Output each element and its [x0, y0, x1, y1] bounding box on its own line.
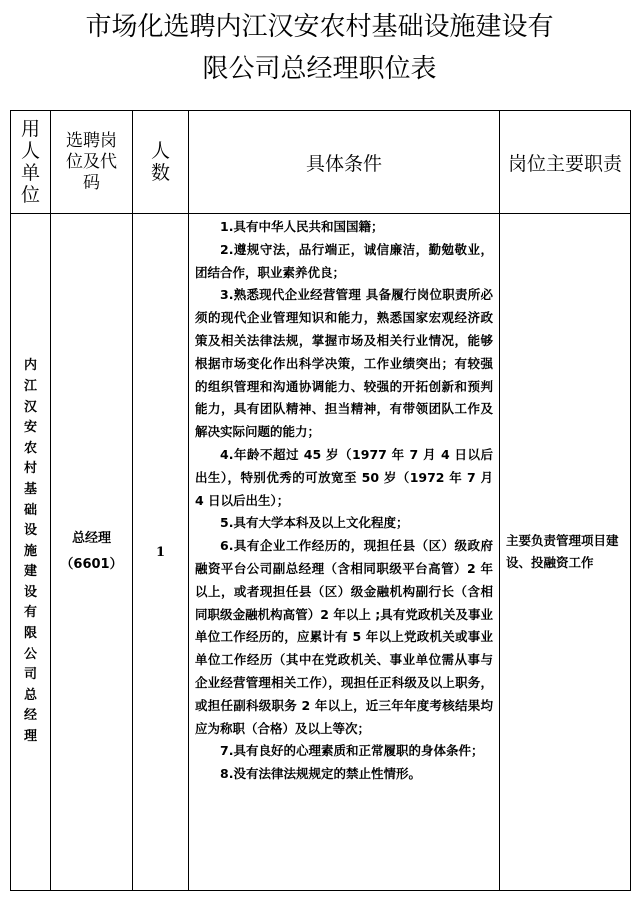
unit-char: 施 [23, 543, 37, 559]
header-duties: 岗位主要职责 [500, 111, 631, 214]
unit-char: 村 [23, 461, 37, 477]
position-cell [51, 214, 133, 891]
header-num-line: 人 [150, 140, 170, 162]
header-unit-line: 单 [20, 162, 40, 184]
header-conditions: 具体条件 [189, 111, 500, 214]
employer-unit-cell [11, 214, 51, 891]
title-line-1: 市场化选聘内江汉安农村基础设施建设有 [85, 12, 554, 42]
header-code-line: 码 [83, 172, 100, 193]
unit-char: 基 [23, 481, 37, 497]
condition-item: 8.没有法律法规规定的禁止性情形。 [220, 766, 421, 782]
unit-char: 安 [23, 420, 37, 436]
header-position-code [51, 111, 133, 214]
condition-item: 1.具有中华人民共和国国籍； [220, 219, 384, 234]
unit-char: 总 [23, 687, 37, 703]
unit-char: 内 [23, 358, 37, 374]
conditions-cell [189, 214, 500, 891]
unit-char: 司 [23, 667, 37, 683]
page-title [0, 6, 639, 90]
condition-item: 4.年龄不超过 45 岁（1977 年 7 月 4 日以后出生），特别优秀的可放宽至 50 岁（1972 年 7 月 4 日以后出生）； [195, 446, 493, 508]
condition-item: 6.具有企业工作经历的，现担任县（区）级政府融资平台公司副总经理（含相同职级平台高管）2 年以上，或者现担任县（区）级金融机构副行长（含相同职级金融机构高管）2 年以上 ;具有党政机关及事业单位工作经历的，应累计有 5 年以上党政机关或事业单位工作经历（其中在党政机关、事业单位需从事与企业经营管理相关工作），现担任正科级及以上职务，或担任副科级职务 2 年以上，近三年年度考核结果均应为称职（合格）及以上等次； [195, 538, 493, 736]
header-unit-line: 用 [20, 118, 40, 140]
condition-item: 5.具有大学本科及以上文化程度； [220, 515, 409, 531]
unit-char: 理 [23, 729, 37, 745]
duties-cell: 主要负责管理项目建设、投融资工作 [500, 214, 631, 891]
header-num-line: 数 [150, 162, 170, 184]
condition-item: 7.具有良好的心理素质和正常履职的身体条件； [220, 743, 484, 759]
header-headcount [133, 111, 189, 214]
position-name: 总经理 [71, 531, 111, 546]
header-code-line: 位及代 [66, 151, 117, 172]
title-line-2: 限公司总经理职位表 [202, 54, 437, 84]
unit-char: 经 [23, 708, 37, 724]
unit-char: 公 [23, 646, 37, 662]
header-unit-line: 人 [20, 140, 40, 162]
unit-char: 设 [23, 523, 37, 539]
unit-char: 农 [23, 440, 37, 456]
condition-item: 3.熟悉现代企业经营管理 具备履行岗位职责所必须的现代企业管理知识和能力，熟悉国家宏观经济政策及相关法律法规，掌握市场及相关行业情况，能够根据市场变化作出科学决策，工作业绩突出；有较强的组织管理和沟通协调能力、较强的开拓创新和预判能力，具有团队精神、担当精神，有带领团队工作及解决实际问题的能力； [195, 287, 493, 440]
position-table [10, 110, 631, 891]
position-code: （6601） [60, 557, 123, 572]
unit-char: 有 [23, 605, 37, 621]
unit-char: 建 [23, 564, 37, 580]
header-unit-line: 位 [20, 184, 40, 206]
header-row [11, 111, 631, 214]
table-row [11, 214, 631, 891]
headcount-cell: 1 [133, 214, 189, 891]
header-unit [11, 111, 51, 214]
unit-char: 设 [23, 584, 37, 600]
unit-char: 汉 [23, 399, 37, 415]
condition-item: 2.遵规守法，品行端正，诚信廉洁，勤勉敬业，团结合作，职业素养优良； [195, 241, 493, 280]
unit-char: 础 [23, 502, 37, 518]
unit-char: 限 [23, 626, 37, 642]
header-code-line: 选聘岗 [66, 130, 117, 151]
unit-char: 江 [23, 378, 37, 394]
